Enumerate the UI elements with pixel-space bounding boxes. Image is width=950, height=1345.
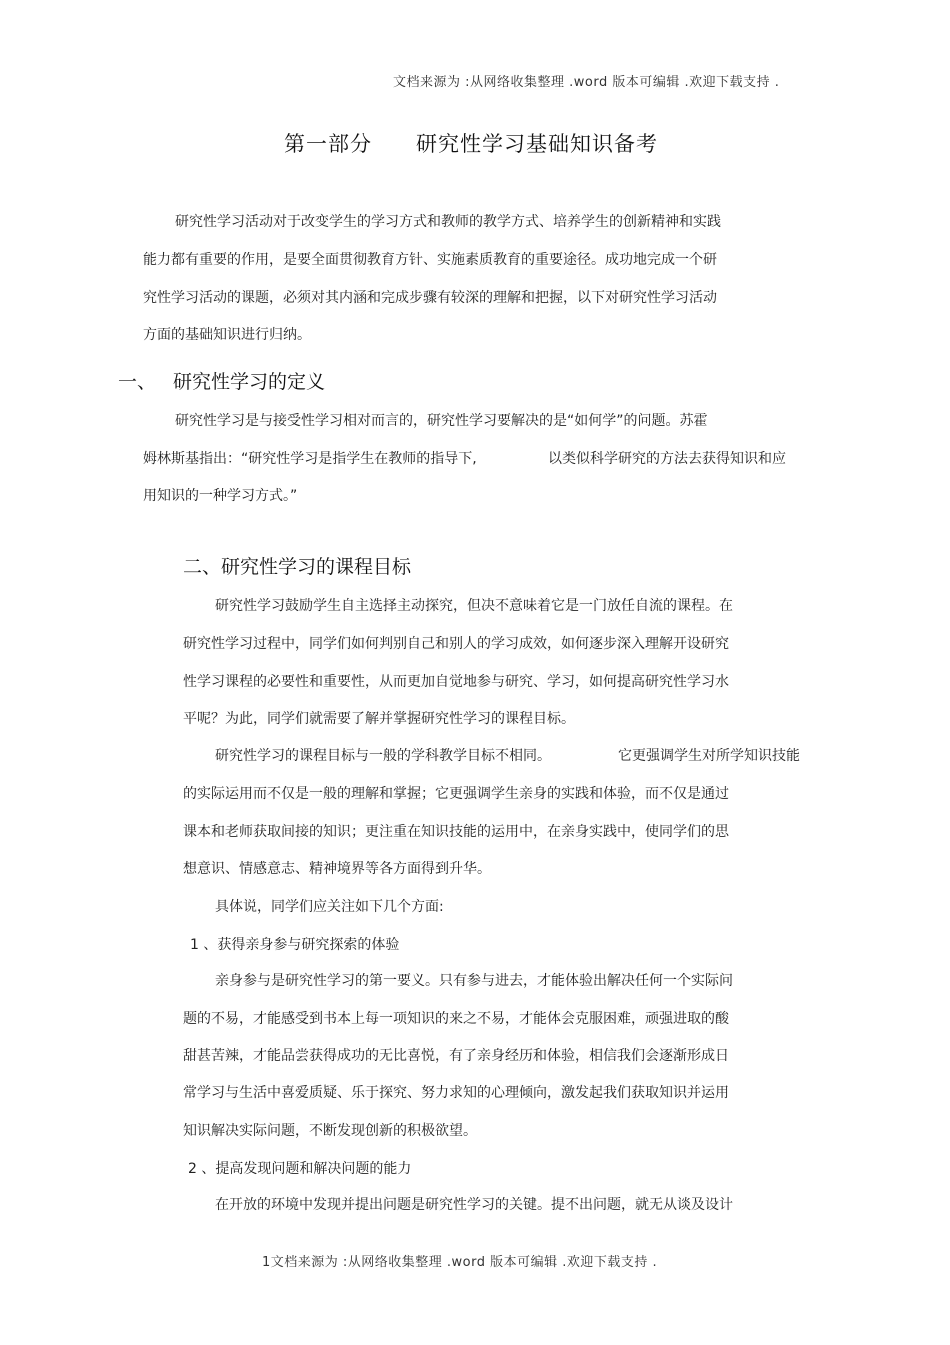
section-2-p2-line-3: 课本和老师获取间接的知识；更注重在知识技能的运用中，在亲身实践中，使同学们的思 xyxy=(183,824,729,840)
section-2-p2-line-1b: 它更强调学生对所学知识技能 xyxy=(618,748,800,764)
page-header-note: 文档来源为 :从网络收集整理 .word 版本可编辑 .欢迎下载支持 . xyxy=(393,75,780,90)
section-1-line-3: 用知识的一种学习方式。” xyxy=(143,488,298,504)
section-1-line-2a: 姆林斯基指出：“研究性学习是指学生在教师的指导下, xyxy=(143,451,477,467)
item-1-title: 1 、获得亲身参与研究探索的体验 xyxy=(190,937,400,953)
section-2-p3: 具体说，同学们应关注如下几个方面: xyxy=(215,899,444,915)
item-2-title: 2 、提高发现问题和解决问题的能力 xyxy=(188,1161,412,1177)
intro-line-4: 方面的基础知识进行归纳。 xyxy=(143,327,311,343)
section-2-p1-line-1: 研究性学习鼓励学生自主选择主动探究，但决不意味着它是一门放任自流的课程。在 xyxy=(215,598,733,614)
section-2-p2-line-2: 的实际运用而不仅是一般的理解和掌握；它更强调学生亲身的实践和体验，而不仅是通过 xyxy=(183,786,729,802)
intro-line-3: 究性学习活动的课题，必须对其内涵和完成步骤有较深的理解和把握，以下对研究性学习活动 xyxy=(143,290,717,306)
item-1-line-5: 知识解决实际问题，不断发现创新的积极欲望。 xyxy=(183,1123,477,1139)
section-2-p1-line-4: 平呢？为此，同学们就需要了解并掌握研究性学习的课程目标。 xyxy=(183,711,575,727)
section-1-heading: 研究性学习的定义 xyxy=(173,371,326,393)
section-2-heading: 二、研究性学习的课程目标 xyxy=(183,556,412,578)
item-1-line-2: 题的不易，才能感受到书本上每一项知识的来之不易，才能体会克服困难，顽强进取的酸 xyxy=(183,1011,729,1027)
item-1-line-4: 常学习与生活中喜爱质疑、乐于探究、努力求知的心理倾向，激发起我们获取知识并运用 xyxy=(183,1085,729,1101)
section-2-p1-line-3: 性学习课程的必要性和重要性，从而更加自觉地参与研究、学习，如何提高研究性学习水 xyxy=(183,674,729,690)
section-2-p1-line-2: 研究性学习过程中，同学们如何判别自己和别人的学习成效，如何逐步深入理解开设研究 xyxy=(183,636,729,652)
item-1-line-3: 甜甚苦辣，才能品尝获得成功的无比喜悦，有了亲身经历和体验，相信我们会逐渐形成日 xyxy=(183,1048,729,1064)
section-2-p2-line-1a: 研究性学习的课程目标与一般的学科教学目标不相同。 xyxy=(215,748,551,764)
item-1-line-1: 亲身参与是研究性学习的第一要义。只有参与进去，才能体验出解决任何一个实际问 xyxy=(215,973,733,989)
page-footer-note: 1文档来源为 :从网络收集整理 .word 版本可编辑 .欢迎下载支持 . xyxy=(262,1255,658,1270)
intro-line-1: 研究性学习活动对于改变学生的学习方式和教师的教学方式、培养学生的创新精神和实践 xyxy=(175,214,721,230)
section-1-line-1: 研究性学习是与接受性学习相对而言的，研究性学习要解决的是“如何学”的问题。苏霍 xyxy=(175,413,708,429)
document-title: 第一部分 研究性学习基础知识备考 xyxy=(284,132,658,156)
item-2-line-1: 在开放的环境中发现并提出问题是研究性学习的关键。提不出问题，就无从谈及设计 xyxy=(215,1197,733,1213)
section-1-line-2b: 以类似科学研究的方法去获得知识和应 xyxy=(548,451,786,467)
section-1-number: 一、 xyxy=(118,371,157,393)
section-2-p2-line-4: 想意识、情感意志、精神境界等各方面得到升华。 xyxy=(183,861,491,877)
intro-line-2: 能力都有重要的作用，是要全面贯彻教育方针、实施素质教育的重要途径。成功地完成一个研 xyxy=(143,252,717,268)
